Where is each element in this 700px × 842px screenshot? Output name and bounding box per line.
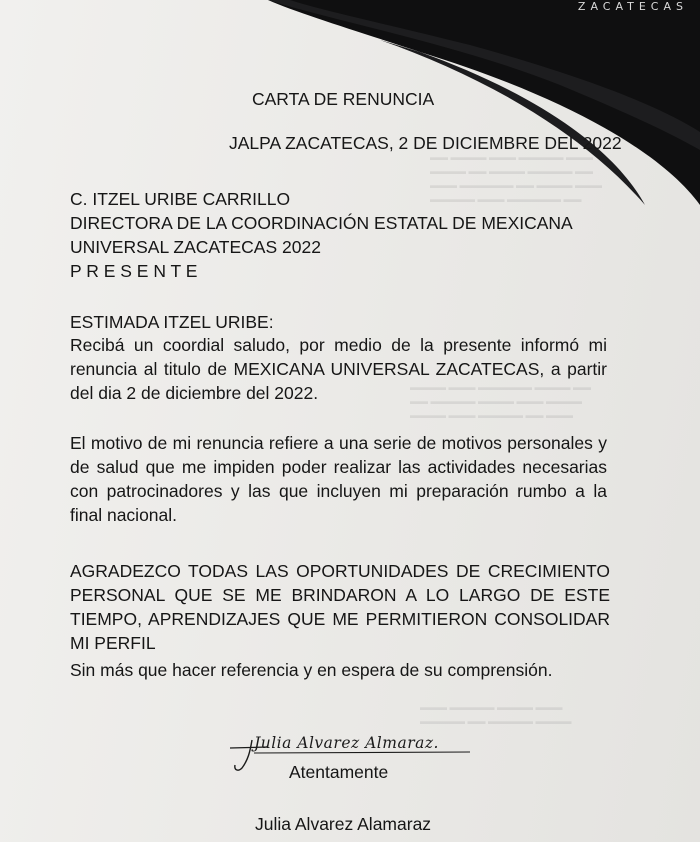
body-paragraph: Recibá un coordial saludo, por medio de la presente informó mi renuncia al titulo de MEXICANA UNIVERSAL ZACATECAS, a partir del dia 2 de diciembre del 2022.: [70, 335, 607, 403]
letter-title: CARTA DE RENUNCIA: [252, 89, 435, 109]
recipient-position: DIRECTORA DE LA COORDINACIÓN ESTATAL DE MEXICANA: [70, 213, 573, 233]
body-paragraph: El motivo de mi renuncia refiere a una serie de motivos personales y de salud que me impiden poder realizar las actividades necesarias con patrocinadores y las que incluyen mi preparación rumbo a la final nacional.: [70, 433, 607, 525]
recipient-name: C. ITZEL URIBE CARRILLO: [70, 189, 291, 209]
bleed-through-texture: ▬▬ ▬▬▬▬ ▬▬▬ ▬▬▬▬▬ ▬▬▬ ▬▬▬▬ ▬▬ ▬▬▬▬ ▬▬▬▬▬ ▬▬ ▬▬▬ ▬▬▬▬▬▬ ▬▬ ▬▬▬▬ ▬▬▬ ▬▬▬▬▬ ▬▬▬ ▬▬▬▬▬▬ ▬▬: [430, 152, 603, 204]
brand-text: ZACATECAS: [577, 0, 688, 13]
sign-off: Atentamente: [289, 762, 389, 782]
presente-line: P R E S E N T E: [70, 261, 198, 281]
bleed-through-texture: ▬▬▬ ▬▬▬▬▬ ▬▬▬▬ ▬▬▬ ▬▬▬▬▬ ▬▬ ▬▬▬▬▬ ▬▬▬▬: [420, 702, 572, 726]
recipient-block: [70, 187, 573, 283]
signature-text: Julia Alvarez Almaraz.: [254, 734, 439, 752]
closing-line: Sin más que hacer referencia y en espera de su comprensión.: [70, 660, 553, 680]
sender-name: Julia Alvarez Alamaraz: [255, 814, 432, 834]
place-date: JALPA ZACATECAS, 2 DE DICIEMBRE DEL 2022: [229, 133, 622, 153]
greeting: ESTIMADA ITZEL URIBE:: [70, 312, 274, 332]
body-paragraph: AGRADEZCO TODAS LAS OPORTUNIDADES DE CRECIMIENTO PERSONAL QUE SE ME BRINDARON A LO LARGO DE ESTE TIEMPO, APRENDIZAJES QUE ME PERMITIERON CONSOLIDAR MI PERFIL: [70, 561, 610, 653]
recipient-position: UNIVERSAL ZACATECAS 2022: [70, 237, 321, 257]
bleed-through-texture: ▬▬▬▬ ▬▬▬ ▬▬▬▬▬▬ ▬▬▬▬ ▬▬ ▬▬ ▬▬▬▬▬ ▬▬▬▬ ▬▬▬ ▬▬▬▬ ▬▬▬▬ ▬▬▬ ▬▬▬▬▬ ▬▬ ▬▬▬: [410, 382, 592, 420]
